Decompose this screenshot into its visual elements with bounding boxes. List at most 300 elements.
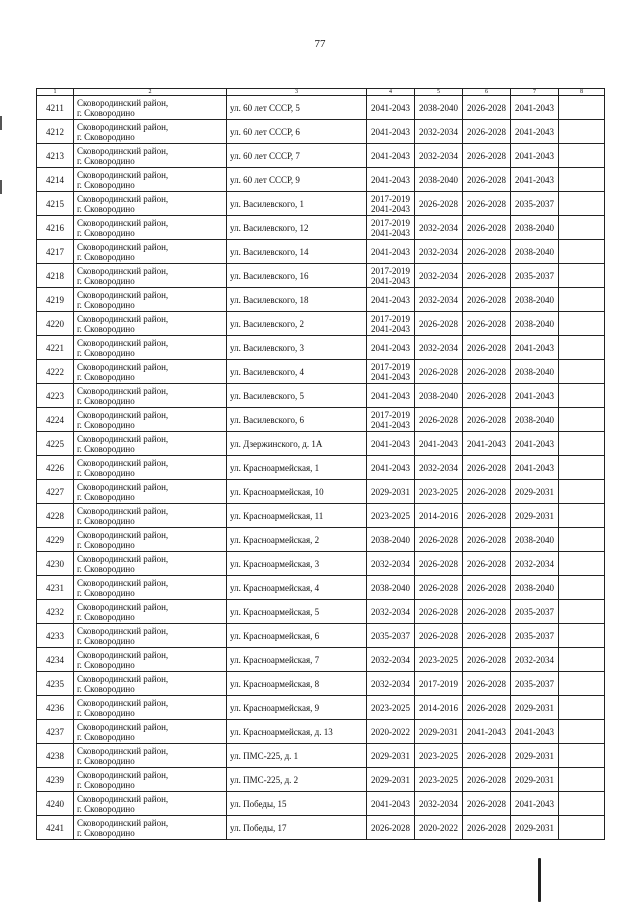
row-number-cell: 4214 <box>37 168 74 192</box>
period-line: 2038-2040 <box>515 366 554 377</box>
region-line: Сковородинский район, <box>77 289 169 300</box>
period-line: 2029-2031 <box>515 822 554 833</box>
region-line: Сковородинский район, <box>77 721 169 732</box>
region-line: г. Сковородино <box>77 731 135 742</box>
period-cell-7 <box>511 168 559 192</box>
period-cell-5 <box>415 96 463 120</box>
region-line: Сковородинский район, <box>77 145 169 156</box>
period-cell-5 <box>415 312 463 336</box>
period-line: 2041-2043 <box>371 246 410 257</box>
period-cell-6 <box>463 576 511 600</box>
period-cell-6 <box>463 264 511 288</box>
region-cell <box>74 360 227 384</box>
row-number-cell: 4222 <box>37 360 74 384</box>
period-cell-5 <box>415 768 463 792</box>
period-cell-7 <box>511 312 559 336</box>
period-line: 2032-2034 <box>419 798 458 809</box>
period-line: 2032-2034 <box>371 678 410 689</box>
period-cell-5 <box>415 432 463 456</box>
period-line: 2041-2043 <box>371 798 410 809</box>
period-cell-6 <box>463 288 511 312</box>
region-line: Сковородинский район, <box>77 529 169 540</box>
period-line: 2014-2016 <box>419 510 458 521</box>
region-line: г. Сковородино <box>77 635 135 646</box>
period-line: 2014-2016 <box>419 702 458 713</box>
column-number-header: 7 <box>511 89 559 96</box>
period-cell-4 <box>367 408 415 432</box>
period-cell-7 <box>511 552 559 576</box>
region-cell <box>74 552 227 576</box>
period-cell-7 <box>511 648 559 672</box>
region-line: г. Сковородино <box>77 803 135 814</box>
region-cell <box>74 720 227 744</box>
region-line: г. Сковородино <box>77 443 135 454</box>
period-cell-4 <box>367 528 415 552</box>
period-line: 2029-2031 <box>371 750 410 761</box>
period-cell-7 <box>511 600 559 624</box>
period-line: 2032-2034 <box>371 606 410 617</box>
period-line: 2017-2019 <box>371 409 410 420</box>
period-cell-6 <box>463 216 511 240</box>
notes-cell <box>559 408 605 432</box>
table-row <box>37 600 605 624</box>
period-line: 2020-2022 <box>419 822 458 833</box>
region-line: г. Сковородино <box>77 179 135 190</box>
address-cell: ул. Красноармейская, 4 <box>227 576 367 600</box>
table-row <box>37 696 605 720</box>
period-line: 2038-2040 <box>419 102 458 113</box>
period-line: 2029-2031 <box>371 774 410 785</box>
region-line: Сковородинский район, <box>77 745 169 756</box>
region-line: Сковородинский район, <box>77 313 169 324</box>
period-cell-4 <box>367 792 415 816</box>
period-cell-4 <box>367 264 415 288</box>
period-line: 2026-2028 <box>467 318 506 329</box>
notes-cell <box>559 648 605 672</box>
period-line: 2026-2028 <box>467 630 506 641</box>
region-cell <box>74 576 227 600</box>
period-cell-5 <box>415 720 463 744</box>
row-number-cell: 4238 <box>37 744 74 768</box>
period-cell-7 <box>511 336 559 360</box>
period-cell-5 <box>415 264 463 288</box>
period-line: 2029-2031 <box>515 774 554 785</box>
address-cell: ул. Василевского, 18 <box>227 288 367 312</box>
period-line: 2041-2043 <box>371 174 410 185</box>
period-cell-7 <box>511 624 559 648</box>
region-line: Сковородинский район, <box>77 697 169 708</box>
period-line: 2023-2025 <box>419 654 458 665</box>
address-cell: ул. Победы, 15 <box>227 792 367 816</box>
period-line: 2023-2025 <box>371 702 410 713</box>
period-line: 2017-2019 <box>371 361 410 372</box>
region-line: Сковородинский район, <box>77 505 169 516</box>
region-cell <box>74 336 227 360</box>
notes-cell <box>559 336 605 360</box>
notes-cell <box>559 456 605 480</box>
table-row <box>37 216 605 240</box>
period-cell-6 <box>463 384 511 408</box>
period-cell-7 <box>511 216 559 240</box>
period-line: 2041-2043 <box>467 726 506 737</box>
period-line: 2026-2028 <box>467 750 506 761</box>
period-cell-4 <box>367 384 415 408</box>
column-number-header: 6 <box>463 89 511 96</box>
notes-cell <box>559 120 605 144</box>
period-line: 2041-2043 <box>515 342 554 353</box>
region-line: г. Сковородино <box>77 155 135 166</box>
region-line: Сковородинский район, <box>77 601 169 612</box>
address-cell: ул. Василевского, 14 <box>227 240 367 264</box>
region-cell <box>74 120 227 144</box>
period-cell-5 <box>415 144 463 168</box>
period-cell-6 <box>463 528 511 552</box>
table-row <box>37 744 605 768</box>
region-cell <box>74 168 227 192</box>
region-line: г. Сковородино <box>77 275 135 286</box>
period-line: 2023-2025 <box>419 774 458 785</box>
period-line: 2020-2022 <box>371 726 410 737</box>
period-line: 2038-2040 <box>419 390 458 401</box>
table-row <box>37 648 605 672</box>
column-number-header-row <box>37 89 605 96</box>
region-line: г. Сковородино <box>77 107 135 118</box>
row-number-cell: 4211 <box>37 96 74 120</box>
scan-edge-mark <box>0 180 2 194</box>
region-cell <box>74 384 227 408</box>
row-number-cell: 4231 <box>37 576 74 600</box>
period-line: 2017-2019 <box>371 217 410 228</box>
notes-cell <box>559 168 605 192</box>
period-line: 2041-2043 <box>515 174 554 185</box>
region-line: Сковородинский район, <box>77 817 169 828</box>
region-line: г. Сковородино <box>77 467 135 478</box>
period-line: 2041-2043 <box>515 126 554 137</box>
period-cell-6 <box>463 432 511 456</box>
row-number-cell: 4236 <box>37 696 74 720</box>
period-cell-4 <box>367 768 415 792</box>
period-line: 2032-2034 <box>419 462 458 473</box>
page-number: 77 <box>314 38 326 50</box>
region-line: г. Сковородино <box>77 299 135 310</box>
period-cell-5 <box>415 360 463 384</box>
period-cell-5 <box>415 216 463 240</box>
notes-cell <box>559 216 605 240</box>
period-line: 2041-2043 <box>371 371 410 382</box>
period-cell-5 <box>415 384 463 408</box>
period-cell-5 <box>415 672 463 696</box>
period-cell-4 <box>367 624 415 648</box>
period-line: 2029-2031 <box>419 726 458 737</box>
table-row <box>37 408 605 432</box>
region-line: Сковородинский район, <box>77 553 169 564</box>
period-cell-7 <box>511 120 559 144</box>
table-row <box>37 240 605 264</box>
period-line: 2023-2025 <box>371 510 410 521</box>
region-line: Сковородинский район, <box>77 193 169 204</box>
period-line: 2038-2040 <box>515 318 554 329</box>
row-number-cell: 4239 <box>37 768 74 792</box>
period-line: 2032-2034 <box>419 222 458 233</box>
period-line: 2026-2028 <box>467 342 506 353</box>
period-cell-5 <box>415 792 463 816</box>
notes-cell <box>559 432 605 456</box>
period-line: 2041-2043 <box>371 342 410 353</box>
scan-edge-mark <box>0 116 2 130</box>
address-cell: ул. Красноармейская, 7 <box>227 648 367 672</box>
period-line: 2026-2028 <box>419 630 458 641</box>
table-row <box>37 144 605 168</box>
notes-cell <box>559 696 605 720</box>
period-line: 2041-2043 <box>371 275 410 286</box>
period-line: 2026-2028 <box>467 558 506 569</box>
period-cell-6 <box>463 816 511 840</box>
region-cell <box>74 744 227 768</box>
table-row <box>37 288 605 312</box>
period-line: 2026-2028 <box>467 102 506 113</box>
region-line: г. Сковородино <box>77 251 135 262</box>
period-cell-7 <box>511 504 559 528</box>
period-line: 2035-2037 <box>515 606 554 617</box>
period-line: 2026-2028 <box>467 606 506 617</box>
region-cell <box>74 648 227 672</box>
table-row <box>37 120 605 144</box>
notes-cell <box>559 552 605 576</box>
period-cell-6 <box>463 312 511 336</box>
notes-cell <box>559 360 605 384</box>
period-line: 2026-2028 <box>419 606 458 617</box>
address-cell: ул. Красноармейская, 1 <box>227 456 367 480</box>
period-line: 2038-2040 <box>515 294 554 305</box>
address-cell: ул. 60 лет СССР, 7 <box>227 144 367 168</box>
address-cell: ул. Василевского, 5 <box>227 384 367 408</box>
period-cell-5 <box>415 600 463 624</box>
period-line: 2041-2043 <box>419 438 458 449</box>
row-number-cell: 4241 <box>37 816 74 840</box>
period-cell-4 <box>367 336 415 360</box>
region-line: г. Сковородино <box>77 131 135 142</box>
region-cell <box>74 408 227 432</box>
address-cell: ул. Красноармейская, 5 <box>227 600 367 624</box>
period-cell-4 <box>367 456 415 480</box>
row-number-cell: 4232 <box>37 600 74 624</box>
region-line: Сковородинский район, <box>77 169 169 180</box>
notes-cell <box>559 264 605 288</box>
period-cell-7 <box>511 384 559 408</box>
period-cell-6 <box>463 360 511 384</box>
period-line: 2041-2043 <box>371 390 410 401</box>
period-cell-7 <box>511 480 559 504</box>
region-cell <box>74 192 227 216</box>
period-cell-4 <box>367 432 415 456</box>
address-cell: ул. Красноармейская, 10 <box>227 480 367 504</box>
period-line: 2023-2025 <box>419 486 458 497</box>
region-line: г. Сковородино <box>77 347 135 358</box>
period-cell-7 <box>511 720 559 744</box>
region-cell <box>74 312 227 336</box>
period-line: 2026-2028 <box>467 198 506 209</box>
period-cell-4 <box>367 96 415 120</box>
period-line: 2029-2031 <box>515 702 554 713</box>
period-line: 2026-2028 <box>467 774 506 785</box>
address-cell: ул. 60 лет СССР, 9 <box>227 168 367 192</box>
period-cell-7 <box>511 744 559 768</box>
period-cell-7 <box>511 240 559 264</box>
table-row <box>37 720 605 744</box>
period-line: 2041-2043 <box>515 102 554 113</box>
region-cell <box>74 288 227 312</box>
period-cell-5 <box>415 648 463 672</box>
table-row <box>37 624 605 648</box>
period-cell-5 <box>415 336 463 360</box>
table-row <box>37 480 605 504</box>
period-cell-7 <box>511 408 559 432</box>
period-line: 2017-2019 <box>371 265 410 276</box>
region-cell <box>74 816 227 840</box>
period-cell-7 <box>511 288 559 312</box>
region-line: Сковородинский район, <box>77 481 169 492</box>
address-cell: ул. ПМС-225, д. 1 <box>227 744 367 768</box>
period-line: 2041-2043 <box>371 323 410 334</box>
region-line: Сковородинский район, <box>77 385 169 396</box>
period-line: 2026-2028 <box>467 414 506 425</box>
region-line: г. Сковородино <box>77 515 135 526</box>
period-line: 2026-2028 <box>419 558 458 569</box>
period-line: 2029-2031 <box>371 486 410 497</box>
period-cell-4 <box>367 312 415 336</box>
table-row <box>37 504 605 528</box>
row-number-cell: 4229 <box>37 528 74 552</box>
period-cell-4 <box>367 744 415 768</box>
notes-cell <box>559 288 605 312</box>
period-line: 2038-2040 <box>515 582 554 593</box>
column-number-header: 1 <box>37 89 74 96</box>
period-cell-7 <box>511 576 559 600</box>
scan-artifact-mark <box>538 858 541 902</box>
table-row <box>37 528 605 552</box>
period-line: 2041-2043 <box>371 150 410 161</box>
period-cell-6 <box>463 744 511 768</box>
period-cell-7 <box>511 456 559 480</box>
period-line: 2038-2040 <box>515 534 554 545</box>
notes-cell <box>559 384 605 408</box>
address-cell: ул. Василевского, 4 <box>227 360 367 384</box>
address-cell: ул. Василевского, 1 <box>227 192 367 216</box>
period-cell-4 <box>367 696 415 720</box>
region-line: Сковородинский район, <box>77 769 169 780</box>
period-cell-4 <box>367 168 415 192</box>
period-cell-5 <box>415 696 463 720</box>
table-row <box>37 384 605 408</box>
period-line: 2038-2040 <box>371 582 410 593</box>
period-cell-6 <box>463 504 511 528</box>
period-line: 2038-2040 <box>371 534 410 545</box>
period-cell-6 <box>463 96 511 120</box>
table-row <box>37 432 605 456</box>
period-cell-4 <box>367 576 415 600</box>
region-cell <box>74 672 227 696</box>
period-cell-5 <box>415 816 463 840</box>
period-line: 2026-2028 <box>467 462 506 473</box>
period-line: 2038-2040 <box>515 222 554 233</box>
period-line: 2017-2019 <box>419 678 458 689</box>
period-cell-5 <box>415 456 463 480</box>
period-line: 2026-2028 <box>419 366 458 377</box>
address-cell: ул. Красноармейская, д. 13 <box>227 720 367 744</box>
period-cell-4 <box>367 720 415 744</box>
period-cell-5 <box>415 624 463 648</box>
region-line: г. Сковородино <box>77 683 135 694</box>
address-cell: ул. 60 лет СССР, 6 <box>227 120 367 144</box>
period-line: 2032-2034 <box>515 558 554 569</box>
period-line: 2041-2043 <box>515 726 554 737</box>
notes-cell <box>559 744 605 768</box>
period-cell-7 <box>511 144 559 168</box>
period-cell-6 <box>463 336 511 360</box>
period-cell-4 <box>367 552 415 576</box>
period-cell-6 <box>463 552 511 576</box>
period-cell-5 <box>415 504 463 528</box>
region-cell <box>74 96 227 120</box>
period-line: 2038-2040 <box>515 246 554 257</box>
period-line: 2041-2043 <box>371 419 410 430</box>
column-number-header: 8 <box>559 89 605 96</box>
region-line: Сковородинский район, <box>77 577 169 588</box>
column-number-header: 3 <box>227 89 367 96</box>
region-cell <box>74 144 227 168</box>
period-cell-6 <box>463 672 511 696</box>
region-line: Сковородинский район, <box>77 217 169 228</box>
table-row <box>37 192 605 216</box>
notes-cell <box>559 768 605 792</box>
address-cell: ул. Красноармейская, 8 <box>227 672 367 696</box>
row-number-cell: 4220 <box>37 312 74 336</box>
row-number-cell: 4216 <box>37 216 74 240</box>
period-line: 2026-2028 <box>419 582 458 593</box>
row-number-cell: 4219 <box>37 288 74 312</box>
period-line: 2026-2028 <box>467 294 506 305</box>
period-cell-7 <box>511 816 559 840</box>
region-line: Сковородинский район, <box>77 265 169 276</box>
notes-cell <box>559 96 605 120</box>
period-line: 2035-2037 <box>515 678 554 689</box>
period-line: 2041-2043 <box>467 438 506 449</box>
period-line: 2032-2034 <box>371 558 410 569</box>
period-cell-4 <box>367 504 415 528</box>
period-cell-6 <box>463 768 511 792</box>
period-cell-4 <box>367 672 415 696</box>
period-cell-6 <box>463 792 511 816</box>
column-number-header: 5 <box>415 89 463 96</box>
period-cell-7 <box>511 192 559 216</box>
period-line: 2041-2043 <box>371 294 410 305</box>
period-line: 2026-2028 <box>419 318 458 329</box>
region-line: Сковородинский район, <box>77 625 169 636</box>
row-number-cell: 4235 <box>37 672 74 696</box>
period-line: 2017-2019 <box>371 193 410 204</box>
region-line: г. Сковородино <box>77 587 135 598</box>
region-line: Сковородинский район, <box>77 793 169 804</box>
period-line: 2026-2028 <box>467 654 506 665</box>
period-line: 2032-2034 <box>419 126 458 137</box>
table-row <box>37 264 605 288</box>
region-line: г. Сковородино <box>77 611 135 622</box>
period-cell-6 <box>463 600 511 624</box>
region-line: Сковородинский район, <box>77 433 169 444</box>
region-line: г. Сковородино <box>77 395 135 406</box>
row-number-cell: 4218 <box>37 264 74 288</box>
period-line: 2032-2034 <box>419 246 458 257</box>
